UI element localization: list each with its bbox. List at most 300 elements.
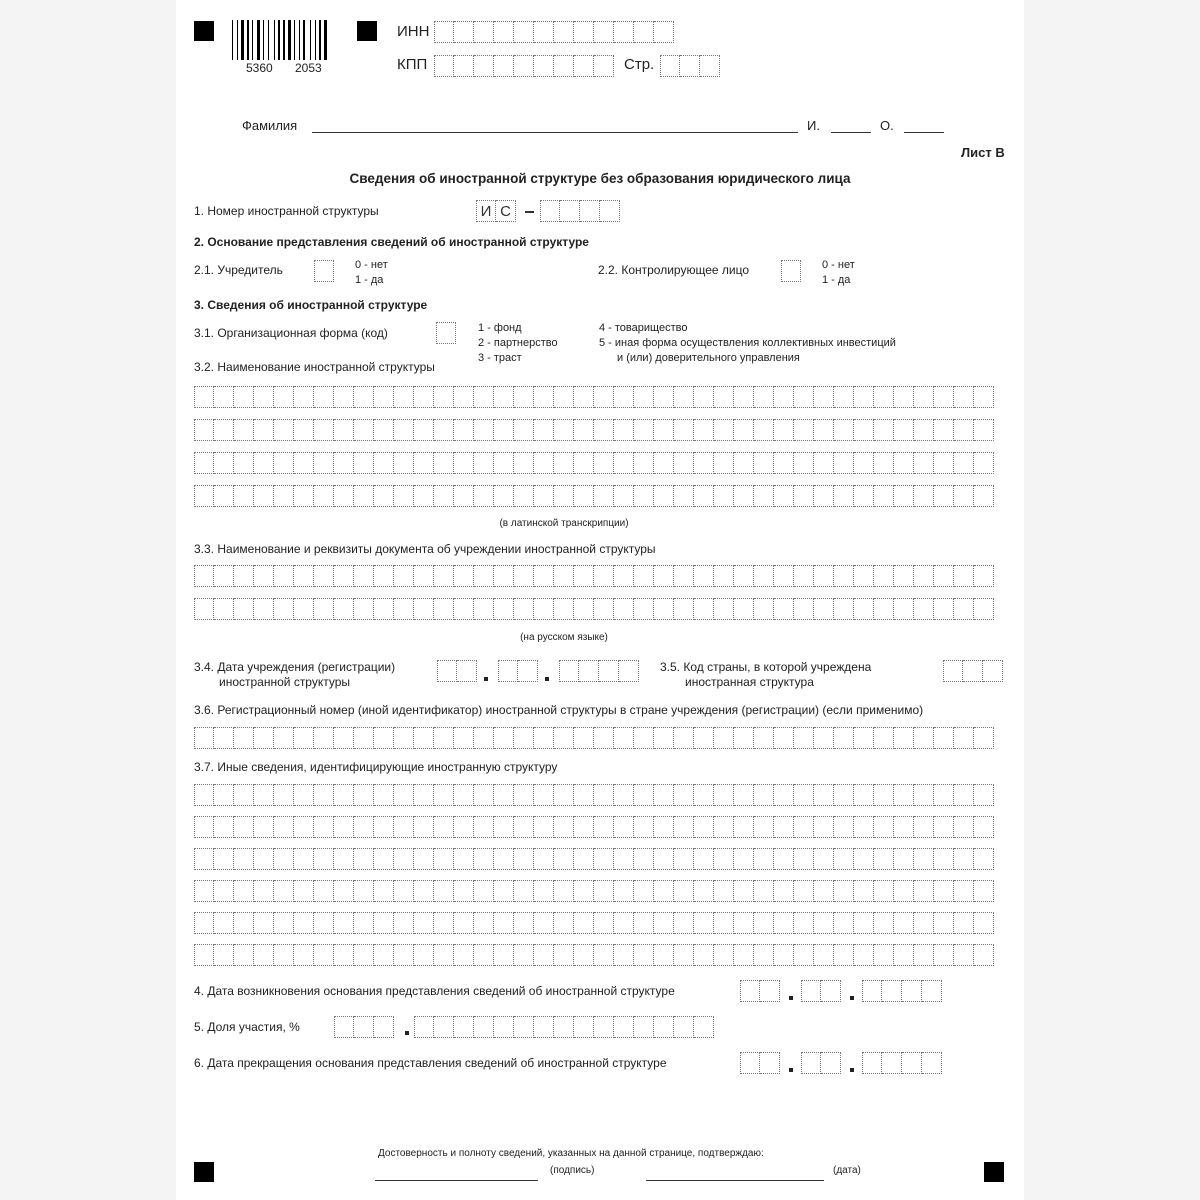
input-cell[interactable] [494, 452, 514, 474]
input-cell[interactable] [714, 598, 734, 620]
input-cell[interactable] [454, 848, 474, 870]
input-cell[interactable] [254, 565, 274, 587]
input-cell[interactable] [794, 784, 814, 806]
input-cell[interactable] [554, 816, 574, 838]
input-cell[interactable] [734, 848, 754, 870]
input-cell[interactable] [254, 944, 274, 966]
input-cell[interactable] [914, 452, 934, 474]
input-cell[interactable] [314, 912, 334, 934]
input-cell[interactable] [354, 912, 374, 934]
input-cell[interactable] [334, 848, 354, 870]
input-cell[interactable] [374, 727, 394, 749]
input-cell[interactable] [274, 848, 294, 870]
input-cell[interactable] [834, 880, 854, 902]
input-cell[interactable] [454, 912, 474, 934]
input-cell[interactable] [294, 912, 314, 934]
input-cell[interactable] [474, 485, 494, 507]
input-cell[interactable] [674, 565, 694, 587]
input-cell[interactable] [254, 485, 274, 507]
input-cell[interactable] [874, 944, 894, 966]
input-cell[interactable] [934, 419, 954, 441]
input-cell[interactable] [634, 21, 654, 43]
input-cell[interactable] [554, 727, 574, 749]
input-cell[interactable] [594, 848, 614, 870]
input-cell[interactable] [614, 386, 634, 408]
input-cell[interactable] [474, 386, 494, 408]
input-cell[interactable] [574, 565, 594, 587]
input-cell[interactable] [854, 912, 874, 934]
input-cell[interactable] [734, 816, 754, 838]
input-cell[interactable] [314, 598, 334, 620]
input-cell[interactable] [494, 1016, 514, 1038]
input-cell[interactable] [434, 1016, 454, 1038]
input-cell[interactable] [454, 784, 474, 806]
input-cell[interactable] [194, 816, 214, 838]
input-cell[interactable] [534, 784, 554, 806]
input-cell[interactable] [374, 912, 394, 934]
input-cell[interactable] [694, 452, 714, 474]
input-cell[interactable] [334, 816, 354, 838]
input-cell[interactable] [394, 419, 414, 441]
input-cell[interactable] [794, 386, 814, 408]
input-cell[interactable] [594, 727, 614, 749]
surname-line[interactable] [312, 132, 798, 133]
input-cell[interactable] [574, 912, 594, 934]
input-cell[interactable] [374, 419, 394, 441]
input-cell[interactable] [834, 485, 854, 507]
input-cell[interactable] [554, 485, 574, 507]
input-cell[interactable] [954, 784, 974, 806]
input-cell[interactable] [974, 784, 994, 806]
input-cell[interactable] [334, 784, 354, 806]
input-cell[interactable] [274, 485, 294, 507]
input-cell[interactable] [314, 565, 334, 587]
input-cell[interactable] [434, 880, 454, 902]
input-cell[interactable] [954, 386, 974, 408]
input-cell[interactable] [194, 784, 214, 806]
input-cell[interactable] [374, 452, 394, 474]
input-cell[interactable] [974, 912, 994, 934]
input-cell[interactable] [454, 944, 474, 966]
input-cell[interactable] [534, 912, 554, 934]
input-cell[interactable] [534, 419, 554, 441]
input-cell[interactable] [394, 944, 414, 966]
input-cell[interactable] [454, 386, 474, 408]
input-cell[interactable] [634, 565, 654, 587]
input-cell[interactable] [334, 386, 354, 408]
date-line[interactable] [646, 1180, 824, 1181]
input-cell[interactable] [540, 200, 560, 222]
input-cell[interactable] [294, 565, 314, 587]
input-cell[interactable] [314, 944, 334, 966]
input-cell[interactable] [434, 784, 454, 806]
input-cell[interactable] [434, 816, 454, 838]
input-cell[interactable] [254, 816, 274, 838]
input-cell[interactable] [254, 912, 274, 934]
input-cell[interactable] [314, 452, 334, 474]
input-cell[interactable] [294, 386, 314, 408]
input-cell[interactable] [594, 452, 614, 474]
input-cell[interactable] [834, 419, 854, 441]
input-cell[interactable] [821, 980, 841, 1002]
input-cell[interactable] [774, 848, 794, 870]
kpp-field[interactable] [434, 55, 614, 77]
end-date-year[interactable] [862, 1052, 942, 1074]
input-cell[interactable] [654, 727, 674, 749]
input-cell[interactable] [334, 912, 354, 934]
input-cell[interactable] [914, 565, 934, 587]
input-cell[interactable] [514, 784, 534, 806]
input-cell[interactable] [274, 784, 294, 806]
input-cell[interactable] [794, 848, 814, 870]
input-cell[interactable] [954, 848, 974, 870]
input-cell[interactable] [334, 944, 354, 966]
input-cell[interactable] [574, 816, 594, 838]
input-cell[interactable] [498, 660, 518, 682]
input-cell[interactable] [754, 386, 774, 408]
input-cell[interactable] [354, 784, 374, 806]
input-cell[interactable] [354, 452, 374, 474]
input-cell[interactable] [274, 565, 294, 587]
input-cell[interactable] [634, 912, 654, 934]
input-cell[interactable] [514, 55, 534, 77]
input-cell[interactable] [214, 816, 234, 838]
start-date-day[interactable] [740, 980, 780, 1002]
input-cell[interactable] [614, 727, 634, 749]
input-cell[interactable] [474, 1016, 494, 1038]
input-cell[interactable] [894, 598, 914, 620]
input-cell[interactable] [594, 419, 614, 441]
input-cell[interactable] [394, 727, 414, 749]
input-cell[interactable] [314, 260, 334, 282]
founding-date-year[interactable] [559, 660, 639, 682]
input-cell[interactable] [834, 816, 854, 838]
input-cell[interactable] [694, 880, 714, 902]
input-cell[interactable] [754, 452, 774, 474]
input-cell[interactable] [334, 598, 354, 620]
input-cell[interactable] [694, 727, 714, 749]
input-cell[interactable] [574, 784, 594, 806]
input-cell[interactable] [334, 452, 354, 474]
input-cell[interactable] [794, 880, 814, 902]
input-cell[interactable] [374, 944, 394, 966]
input-cell[interactable] [254, 848, 274, 870]
input-cell[interactable] [414, 386, 434, 408]
input-cell[interactable] [774, 784, 794, 806]
input-cell[interactable] [754, 944, 774, 966]
input-cell[interactable] [954, 816, 974, 838]
signature-line[interactable] [375, 1180, 538, 1181]
input-cell[interactable] [854, 565, 874, 587]
input-cell[interactable] [594, 880, 614, 902]
input-cell[interactable] [894, 816, 914, 838]
input-cell[interactable] [454, 1016, 474, 1038]
input-cell[interactable] [894, 880, 914, 902]
input-cell[interactable] [694, 912, 714, 934]
input-cell[interactable] [734, 598, 754, 620]
input-cell[interactable] [634, 1016, 654, 1038]
input-cell[interactable] [494, 784, 514, 806]
input-cell[interactable] [674, 912, 694, 934]
input-cell[interactable] [414, 784, 434, 806]
input-cell[interactable] [974, 727, 994, 749]
input-cell[interactable] [854, 598, 874, 620]
input-cell[interactable] [834, 598, 854, 620]
input-cell[interactable] [274, 727, 294, 749]
input-cell[interactable] [374, 880, 394, 902]
input-cell[interactable] [734, 565, 754, 587]
input-cell[interactable] [334, 565, 354, 587]
input-cell[interactable] [774, 565, 794, 587]
input-cell[interactable] [614, 565, 634, 587]
input-cell[interactable] [874, 419, 894, 441]
input-cell[interactable] [474, 598, 494, 620]
input-cell[interactable] [894, 565, 914, 587]
input-cell[interactable] [674, 485, 694, 507]
input-cell[interactable] [874, 565, 894, 587]
input-cell[interactable] [754, 816, 774, 838]
input-cell[interactable] [414, 727, 434, 749]
input-cell[interactable] [694, 944, 714, 966]
input-cell[interactable] [454, 880, 474, 902]
input-cell[interactable] [854, 386, 874, 408]
input-cell[interactable] [934, 944, 954, 966]
input-cell[interactable] [794, 598, 814, 620]
input-cell[interactable] [974, 452, 994, 474]
input-cell[interactable] [274, 386, 294, 408]
input-cell[interactable] [714, 485, 734, 507]
input-cell[interactable] [714, 944, 734, 966]
input-cell[interactable] [254, 880, 274, 902]
input-cell[interactable] [599, 660, 619, 682]
input-cell[interactable] [194, 727, 214, 749]
input-cell[interactable] [354, 816, 374, 838]
input-cell[interactable] [680, 55, 700, 77]
orgform-field[interactable] [436, 322, 456, 344]
input-cell[interactable] [554, 944, 574, 966]
input-cell[interactable] [974, 880, 994, 902]
input-cell[interactable] [814, 816, 834, 838]
input-cell[interactable] [334, 727, 354, 749]
input-cell[interactable] [354, 386, 374, 408]
input-cell[interactable] [434, 452, 454, 474]
input-cell[interactable] [374, 784, 394, 806]
input-cell[interactable] [214, 386, 234, 408]
input-cell[interactable] [814, 727, 834, 749]
input-cell[interactable] [894, 727, 914, 749]
input-cell[interactable] [394, 784, 414, 806]
input-cell[interactable] [414, 1016, 434, 1038]
input-cell[interactable] [954, 598, 974, 620]
input-cell[interactable] [194, 485, 214, 507]
input-cell[interactable] [214, 598, 234, 620]
structure-name-row-1[interactable] [194, 386, 994, 408]
input-cell[interactable] [534, 485, 554, 507]
input-cell[interactable] [494, 880, 514, 902]
input-cell[interactable] [814, 784, 834, 806]
input-cell[interactable] [314, 880, 334, 902]
input-cell[interactable] [694, 419, 714, 441]
input-cell[interactable] [194, 912, 214, 934]
input-cell[interactable] [434, 386, 454, 408]
input-cell[interactable] [814, 880, 834, 902]
input-cell[interactable] [314, 419, 334, 441]
input-cell[interactable] [594, 816, 614, 838]
structure-number-field[interactable] [540, 200, 620, 222]
input-cell[interactable] [854, 452, 874, 474]
input-cell[interactable] [674, 944, 694, 966]
input-cell[interactable] [414, 485, 434, 507]
input-cell[interactable] [514, 944, 534, 966]
input-cell[interactable] [554, 784, 574, 806]
input-cell[interactable] [474, 21, 494, 43]
input-cell[interactable] [754, 485, 774, 507]
input-cell[interactable] [534, 452, 554, 474]
input-cell[interactable] [934, 386, 954, 408]
input-cell[interactable] [514, 880, 534, 902]
input-cell[interactable] [914, 727, 934, 749]
input-cell[interactable] [294, 848, 314, 870]
input-cell[interactable] [834, 386, 854, 408]
input-cell[interactable] [654, 598, 674, 620]
input-cell[interactable] [634, 944, 654, 966]
input-cell[interactable] [514, 598, 534, 620]
input-cell[interactable] [983, 660, 1003, 682]
input-cell[interactable] [834, 452, 854, 474]
input-cell[interactable] [974, 419, 994, 441]
input-cell[interactable] [374, 386, 394, 408]
input-cell[interactable] [862, 980, 882, 1002]
input-cell[interactable] [194, 944, 214, 966]
input-cell[interactable] [614, 1016, 634, 1038]
input-cell[interactable] [834, 565, 854, 587]
input-cell[interactable] [674, 1016, 694, 1038]
input-cell[interactable] [454, 598, 474, 620]
input-cell[interactable] [594, 21, 614, 43]
input-cell[interactable] [494, 727, 514, 749]
input-cell[interactable] [614, 485, 634, 507]
input-cell[interactable] [314, 727, 334, 749]
input-cell[interactable] [554, 1016, 574, 1038]
input-cell[interactable] [634, 598, 654, 620]
input-cell[interactable] [854, 784, 874, 806]
input-cell[interactable] [774, 452, 794, 474]
input-cell[interactable] [634, 784, 654, 806]
input-cell[interactable] [814, 912, 834, 934]
input-cell[interactable] [954, 912, 974, 934]
input-cell[interactable] [614, 784, 634, 806]
input-cell[interactable] [874, 386, 894, 408]
input-cell[interactable] [534, 55, 554, 77]
input-cell[interactable] [434, 485, 454, 507]
input-cell[interactable] [700, 55, 720, 77]
input-cell[interactable] [518, 660, 538, 682]
input-cell[interactable] [234, 598, 254, 620]
input-cell[interactable] [674, 727, 694, 749]
input-cell[interactable] [594, 944, 614, 966]
input-cell[interactable] [274, 880, 294, 902]
input-cell[interactable] [660, 55, 680, 77]
input-cell[interactable] [874, 452, 894, 474]
input-cell[interactable] [934, 598, 954, 620]
input-cell[interactable] [234, 848, 254, 870]
input-cell[interactable] [254, 452, 274, 474]
input-cell[interactable] [454, 21, 474, 43]
input-cell[interactable] [654, 485, 674, 507]
input-cell[interactable] [294, 784, 314, 806]
input-cell[interactable] [294, 598, 314, 620]
input-cell[interactable] [654, 944, 674, 966]
input-cell[interactable] [254, 784, 274, 806]
input-cell[interactable] [754, 912, 774, 934]
input-cell[interactable] [234, 565, 254, 587]
founding-date-day[interactable] [437, 660, 477, 682]
input-cell[interactable] [214, 565, 234, 587]
input-cell[interactable] [394, 848, 414, 870]
page-number-field[interactable] [660, 55, 720, 77]
input-cell[interactable] [882, 980, 902, 1002]
input-cell[interactable] [754, 848, 774, 870]
input-cell[interactable] [334, 419, 354, 441]
input-cell[interactable] [974, 816, 994, 838]
input-cell[interactable] [694, 386, 714, 408]
input-cell[interactable] [254, 386, 274, 408]
input-cell[interactable] [534, 727, 554, 749]
input-cell[interactable] [434, 912, 454, 934]
input-cell[interactable] [214, 944, 234, 966]
input-cell[interactable] [437, 660, 457, 682]
input-cell[interactable] [634, 386, 654, 408]
input-cell[interactable] [814, 944, 834, 966]
input-cell[interactable] [760, 980, 780, 1002]
input-cell[interactable] [394, 565, 414, 587]
input-cell[interactable] [914, 386, 934, 408]
input-cell[interactable] [654, 565, 674, 587]
input-cell[interactable] [234, 784, 254, 806]
input-cell[interactable] [794, 452, 814, 474]
input-cell[interactable] [554, 452, 574, 474]
input-cell[interactable] [834, 848, 854, 870]
input-cell[interactable] [334, 880, 354, 902]
input-cell[interactable] [580, 200, 600, 222]
input-cell[interactable] [774, 485, 794, 507]
input-cell[interactable] [534, 816, 554, 838]
end-date-day[interactable] [740, 1052, 780, 1074]
input-cell[interactable] [194, 419, 214, 441]
input-cell[interactable] [740, 980, 760, 1002]
input-cell[interactable] [754, 598, 774, 620]
input-cell[interactable] [234, 880, 254, 902]
input-cell[interactable] [534, 386, 554, 408]
input-cell[interactable] [374, 816, 394, 838]
input-cell[interactable] [454, 816, 474, 838]
input-cell[interactable] [454, 565, 474, 587]
input-cell[interactable] [674, 598, 694, 620]
input-cell[interactable] [874, 727, 894, 749]
input-cell[interactable] [574, 880, 594, 902]
input-cell[interactable] [954, 880, 974, 902]
input-cell[interactable] [234, 912, 254, 934]
input-cell[interactable] [614, 816, 634, 838]
start-date-year[interactable] [862, 980, 942, 1002]
input-cell[interactable] [434, 598, 454, 620]
input-cell[interactable] [514, 452, 534, 474]
input-cell[interactable] [394, 452, 414, 474]
input-cell[interactable] [494, 848, 514, 870]
input-cell[interactable] [214, 848, 234, 870]
input-cell[interactable] [760, 1052, 780, 1074]
input-cell[interactable] [882, 1052, 902, 1074]
